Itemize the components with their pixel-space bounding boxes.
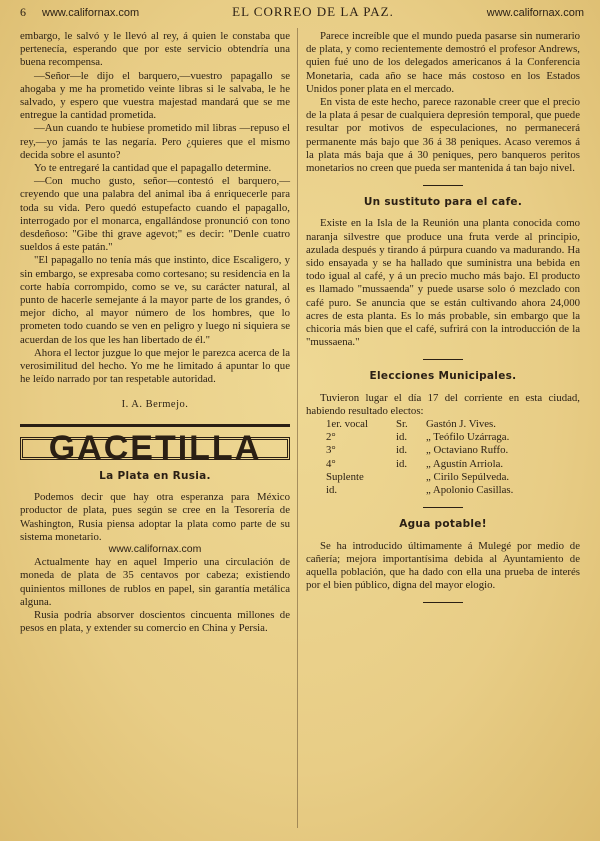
paragraph: Se ha introducido últimamente á Mulegé por medio de cañería; mejora importantísima debida al Ayuntamiento de aquella población, que ha dado con ella una prueba de interés por el bien público, digna del mayor elogio. bbox=[306, 539, 580, 592]
person: „ Agustín Arriola. bbox=[426, 457, 504, 470]
title bbox=[396, 484, 426, 497]
office: Suplente bbox=[326, 470, 364, 483]
divider bbox=[423, 359, 463, 360]
column-divider bbox=[297, 28, 298, 828]
person: „ Cirilo Sepúlveda. bbox=[426, 470, 510, 483]
paragraph: Ahora el lector juzgue lo que mejor le parezca acerca de la verosimilitud del hecho. Yo me he limitado á apuntar lo que he leído narrado por tan respetable autoridad. bbox=[20, 346, 290, 386]
office: id. bbox=[326, 484, 338, 497]
signature: I. A. Bermejo. bbox=[121, 399, 189, 411]
divider bbox=[423, 602, 463, 603]
article-title: Agua potable! bbox=[399, 518, 487, 531]
title bbox=[396, 471, 426, 484]
page-header bbox=[20, 4, 584, 22]
list-item bbox=[326, 484, 580, 497]
paragraph: Yo te entregaré la cantidad que el papagallo determine. bbox=[34, 162, 272, 175]
right-column bbox=[306, 30, 580, 613]
list-item bbox=[326, 431, 580, 444]
left-column bbox=[20, 30, 290, 635]
list-item bbox=[326, 471, 580, 484]
title: id. bbox=[396, 431, 408, 444]
office: 2° bbox=[326, 431, 336, 444]
newspaper-title: EL CORREO DE LA PAZ. bbox=[232, 4, 394, 19]
paragraph: Actualmente hay en aquel Imperio una circulación de moneda de plata de 35 centavos por cabeza; existiendo quinientos millones de rublos en papel, sin garantía metálica alguna. bbox=[20, 556, 290, 608]
office: 3° bbox=[326, 444, 336, 457]
paragraph: Tuvieron lugar el día 17 del corriente en esta ciudad, habiendo resultado electos: bbox=[306, 391, 580, 417]
watermark-url: www.californax.com bbox=[108, 542, 202, 555]
list-item bbox=[326, 418, 580, 431]
article-title: La Plata en Rusia. bbox=[99, 469, 211, 482]
paragraph: embargo, le salvó y le llevó al rey, á quien le constaba que pertenecía, esperando que por este servicio obtendría una buena recompensa. bbox=[20, 30, 290, 69]
list-item bbox=[326, 458, 580, 471]
header-url-left: www.californax.com bbox=[42, 7, 140, 19]
divider bbox=[423, 507, 463, 508]
paragraph: —Con mucho gusto, señor—contestó el barquero,—creyendo que una palabra del animal iba á enriquecerle para toda su vida. Pero quedó estupefacto cuando el papagallo, interrogado por el monarca, engallándose pronunció con tono desdeñoso: "Gibe thi grave agevot;" es decir: "Denle cuatro sueldos á este patán." bbox=[20, 175, 290, 254]
header-url-right: www.californax.com bbox=[486, 7, 584, 19]
election-list bbox=[326, 418, 580, 497]
list-item bbox=[326, 444, 580, 457]
section-banner: GACETILLA bbox=[20, 437, 290, 460]
article-title: Elecciones Municipales. bbox=[369, 370, 517, 383]
person: Gastón J. Vives. bbox=[426, 418, 496, 431]
person: „ Apolonio Casillas. bbox=[426, 484, 514, 497]
title: id. bbox=[396, 457, 408, 470]
paragraph: Podemos decir que hay otra esperanza para México productor de plata, pues según se cree en la Tesorería de Washington, Rusia piensa adoptar la plata como parte de su sistema monetario. bbox=[20, 491, 290, 543]
paragraph: —Señor—le dijo el barquero,—vuestro papagallo se ahogaba y me ha prometido veinte libras si le salvaba, le he salvado, y espero que vuestra majestad mandará que se me entregue la cantidad prometida. bbox=[20, 69, 290, 122]
paragraph: "El papagallo no tenía más que instinto, dice Escaligero, y sin embargo, se expresaba como cortesano; su residencia en la corte había corrompido, como se ve, su carácter natural, al punto de hacerle semejante á la mayor parte de los grandes, ó mejor dicho, al mayor número de los hombres, que lo prometen todo cuando se ven en peligro y luego ni siquiera se acuerdan de los que les han libertado de él." bbox=[20, 254, 290, 346]
title: Sr. bbox=[396, 418, 408, 431]
paragraph: Rusia podría absorver doscientos cincuenta millones de pesos en plata, y extender su comercio en China y Persia. bbox=[20, 608, 290, 635]
divider bbox=[423, 185, 463, 186]
office: 1er. vocal bbox=[326, 418, 368, 431]
section-rule bbox=[20, 424, 290, 427]
office: 4° bbox=[326, 457, 336, 470]
paragraph: —Aun cuando te hubiese prometido mil libras —repuso el rey,—yo jamás te las negaría. Pero ¿quieres que el mismo decida sobre el asunto? bbox=[20, 122, 290, 161]
page-number: 6 bbox=[20, 5, 26, 19]
paragraph: Existe en la Isla de la Reunión una planta conocida como naranja silvestre que produce una fruta verde al principio, azulada después y tirando á púrpura cuando va madurando. Ha sido ensayada y se ha hallado que suministra una bebida en todo igual al café, y á un precio mucho más bajo. El producto es llamado "mussaenda" y puede usarse solo ó mezclado con café puro. Se anuncia que se están cultivando ahora 24,000 acres de esta planta. Es lo más probable, sin embargo que la chicoria más bien que el café, sufrirá con la introducción de la "mussaena." bbox=[306, 217, 580, 349]
article-title: Un sustituto para el cafe. bbox=[363, 196, 523, 209]
paragraph: Parece increíble que el mundo pueda pasarse sin numerario de plata, y como recientemente demostró el profesor Andrews, quien fué uno de los delegados americanos á la Conferencia Monetaria, cada año se hace más costoso en los Estados Unidos poner plata en el mercado. bbox=[306, 30, 580, 95]
person: „ Octaviano Ruffo. bbox=[426, 444, 509, 457]
paragraph: En vista de este hecho, parece razonable creer que el precio de la plata á pesar de cualquiera depresión temporal, que puede resultar por motivos de especulaciones, no permanecerá permanente más bajo que 36 á 38 peniques. Acaso veremos á la plata más baja que á 30 peniques, pero banqueros peritos monetarios no creen que pueda ser mantenida á tan bajo nivel. bbox=[306, 96, 580, 175]
person: „ Teófilo Uzárraga. bbox=[426, 431, 510, 444]
title: id. bbox=[396, 444, 408, 457]
